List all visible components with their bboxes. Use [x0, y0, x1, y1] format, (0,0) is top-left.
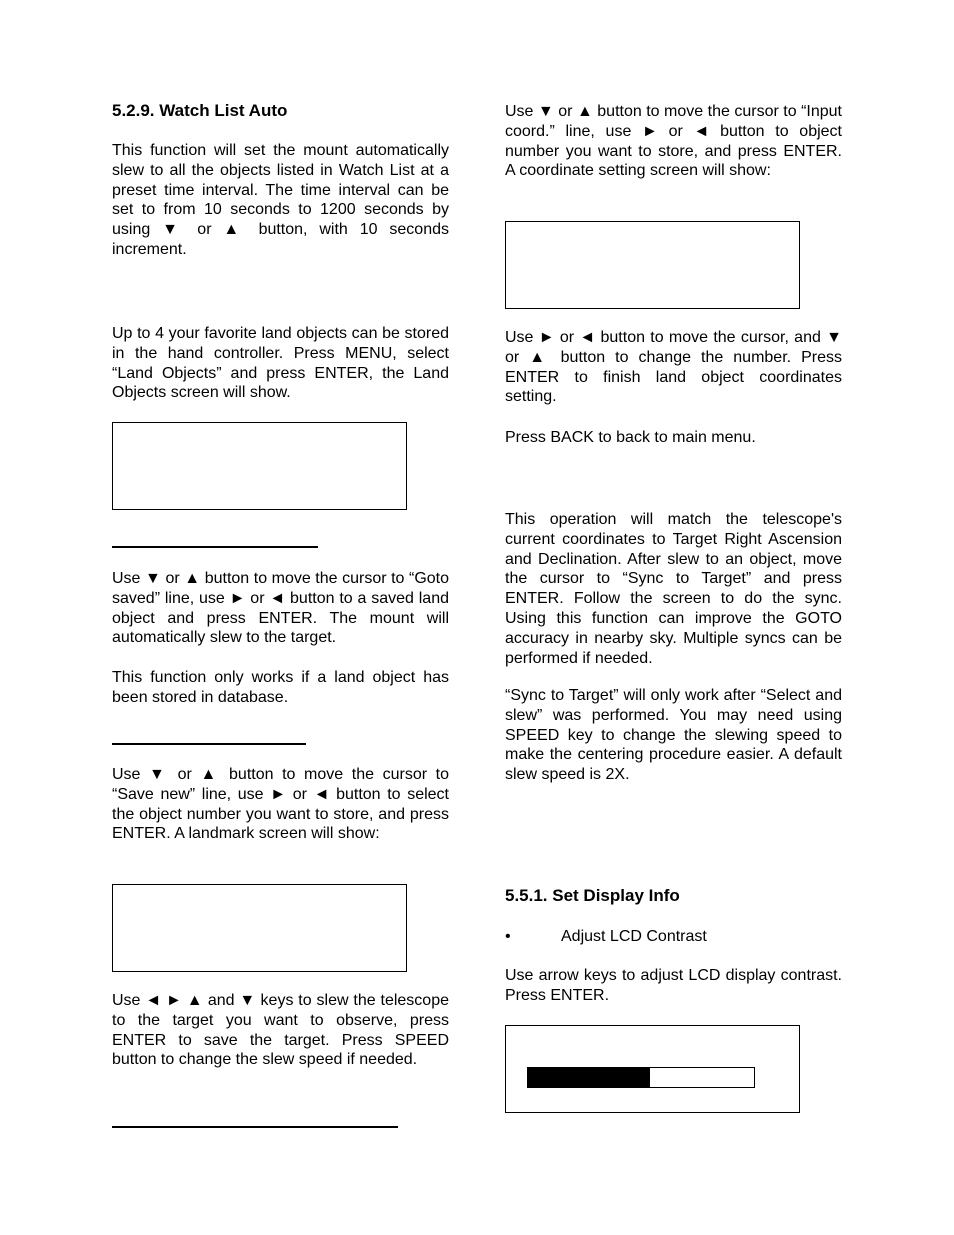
heading-rule-input-coord: [112, 1126, 398, 1128]
lcd-screen-land-objects: [112, 422, 407, 510]
paragraph-save-new: Use ▼ or ▲ button to move the cursor to “Save new” line, use ► or ◄ button to select the object number you want to store, and press ENTER. A landmark screen will show:: [112, 766, 449, 843]
section-heading-watch-list-auto: 5.2.9. Watch List Auto: [112, 101, 288, 120]
paragraph-contrast: Use arrow keys to adjust LCD display contrast. Press ENTER.: [505, 967, 842, 1004]
bullet-item-label: Adjust LCD Contrast: [561, 928, 707, 945]
section-heading-set-display-info: 5.5.1. Set Display Info: [505, 886, 680, 905]
paragraph-slew-keys: Use ◄ ► ▲ and ▼ keys to slew the telescope to the target you want to observe, press ENTER to save the target. Press SPEED button to change the slew speed if needed.: [112, 992, 449, 1069]
lcd-screen-landmark: [112, 884, 407, 972]
paragraph-watch-list: This function will set the mount automatically slew to all the objects listed in Watch List at a preset time interval. The time interval can be set to from 10 seconds to 1200 seconds by using ▼ or ▲ button, with 10 seconds increment.: [112, 142, 449, 258]
paragraph-land-objects: Up to 4 your favorite land objects can be stored in the hand controller. Press MENU, select “Land Objects” and press ENTER, the Land Objects screen will show.: [112, 325, 449, 402]
lcd-screen-coordinate-setting: [505, 221, 800, 309]
contrast-bar-fill: [528, 1068, 650, 1087]
paragraph-sync-to-target: This operation will match the telescope's current coordinates to Target Right Ascension and Declination. After slew to an object, move the cursor to “Sync to Target” and press ENTER. Follow the screen to do the sync. Using this function can improve the GOTO accuracy in nearby sky. Multiple syncs can be performed if needed.: [505, 511, 842, 667]
paragraph-goto-saved: Use ▼ or ▲ button to move the cursor to “Goto saved” line, use ► or ◄ button to a saved land object and press ENTER. The mount will automatically slew to the target.: [112, 570, 449, 647]
paragraph-goto-note: This function only works if a land object has been stored in database.: [112, 669, 449, 706]
heading-rule-goto-saved: [112, 546, 318, 548]
paragraph-input-coord: Use ▼ or ▲ button to move the cursor to “Input coord.” line, use ► or ◄ button to object number you want to store, and press ENTER. A coordinate setting screen will show:: [505, 103, 842, 180]
paragraph-sync-note: “Sync to Target” will only work after “Select and slew” was performed. You may need using SPEED key to change the slewing speed to make the centering procedure easier. A default slew speed is 2X.: [505, 687, 842, 784]
paragraph-change-number: Use ► or ◄ button to move the cursor, and ▼ or ▲ button to change the number. Press ENTER to finish land object coordinates setting.: [505, 329, 842, 406]
bullet-icon: •: [505, 928, 511, 945]
lcd-screen-contrast: [505, 1025, 800, 1113]
paragraph-back: Press BACK to back to main menu.: [505, 429, 756, 446]
contrast-bar: [527, 1067, 755, 1088]
heading-rule-save-new: [112, 743, 306, 745]
